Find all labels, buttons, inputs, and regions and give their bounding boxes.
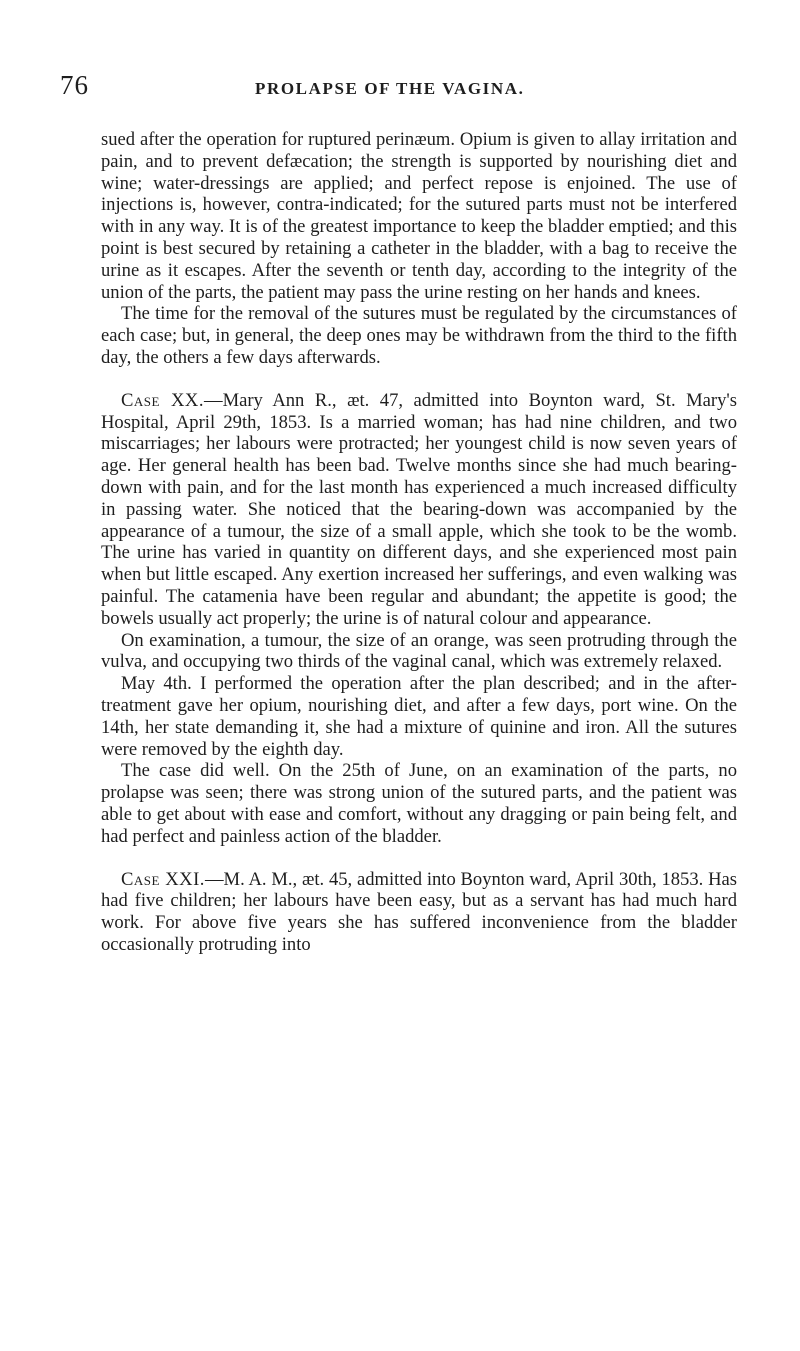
paragraph-outcome: The case did well. On the 25th of June, on an examination of the parts, no prolapse was seen; there was strong union of the sutured parts, and the patient was able to get about with ease and comfort, without any dragging or pain being felt, and had perfect and painless action of the bladder. [101,760,737,847]
case-text: —M. A. M., æt. 45, admitted into Boynton ward, April 30th, 1853. Has had five children; her labours have been easy, but as a servant has had much hard work. For above five years she has suffered inconvenience from the bladder occasionally protruding into [101,868,737,955]
running-head: PROLAPSE OF THE VAGINA. [255,79,525,98]
paragraph-continuation: sued after the operation for ruptured perinæum. Opium is given to allay irritation and pain, and to prevent defæcation; the strength is supported by nourishing diet and wine; water-dressings are applied; and perfect repose is enjoined. The use of injections is, however, contra-indicated; for the sutured parts must not be interfered with in any way. It is of the greatest importance to keep the bladder emptied; and this point is best secured by retaining a catheter in the bladder, with a bag to receive the urine as it escapes. After the seventh or tenth day, according to the integrity of the union of the parts, the patient may pass the urine resting on her hands and knees. [101,129,737,303]
paragraph-operation: May 4th. I performed the operation after the plan described; and in the after-treatment gave her opium, nourishing diet, and after a few days, port wine. On the 14th, her state demanding it, she had a mixture of quinine and iron. All the sutures were removed by the eighth day. [101,673,737,760]
case-label: Case XXI. [121,868,205,890]
paragraph-examination: On examination, a tumour, the size of an orange, was seen protruding through the vulva, and occupying two thirds of the vaginal canal, which was extremely relaxed. [101,629,737,673]
body-text [101,129,737,956]
paragraph-case-xxi [101,869,737,956]
page-number: 76 [60,70,89,100]
case-text: —Mary Ann R., æt. 47, admitted into Boynton ward, St. Mary's Hospital, April 29th, 1853. Is a married woman; has had nine children, and two miscarriages; her labours were protracted; her youngest child is now seven years of age. Her general health has been bad. Twelve months since she had much bearing-down with pain, and for the last month has experienced a much increased difficulty in passing water. She noticed that the bearing-down was accompanied by the appearance of a tumour, the size of a small apple, which she took to be the womb. The urine has varied in quantity on different days, and she experienced most pain when but little escaped. Any exertion increased her sufferings, and even walking was painful. The catamenia have been regular and abundant; the appetite is good; the bowels usually act properly; the urine is of natural colour and appearance. [101,389,737,629]
case-label: Case XX. [121,389,204,411]
paragraph-suture-removal: The time for the removal of the sutures must be regulated by the circumstances of each case; but, in general, the deep ones may be withdrawn from the third to the fifth day, the others a few days afterwards. [101,303,737,368]
paragraph-case-xx [101,390,737,630]
